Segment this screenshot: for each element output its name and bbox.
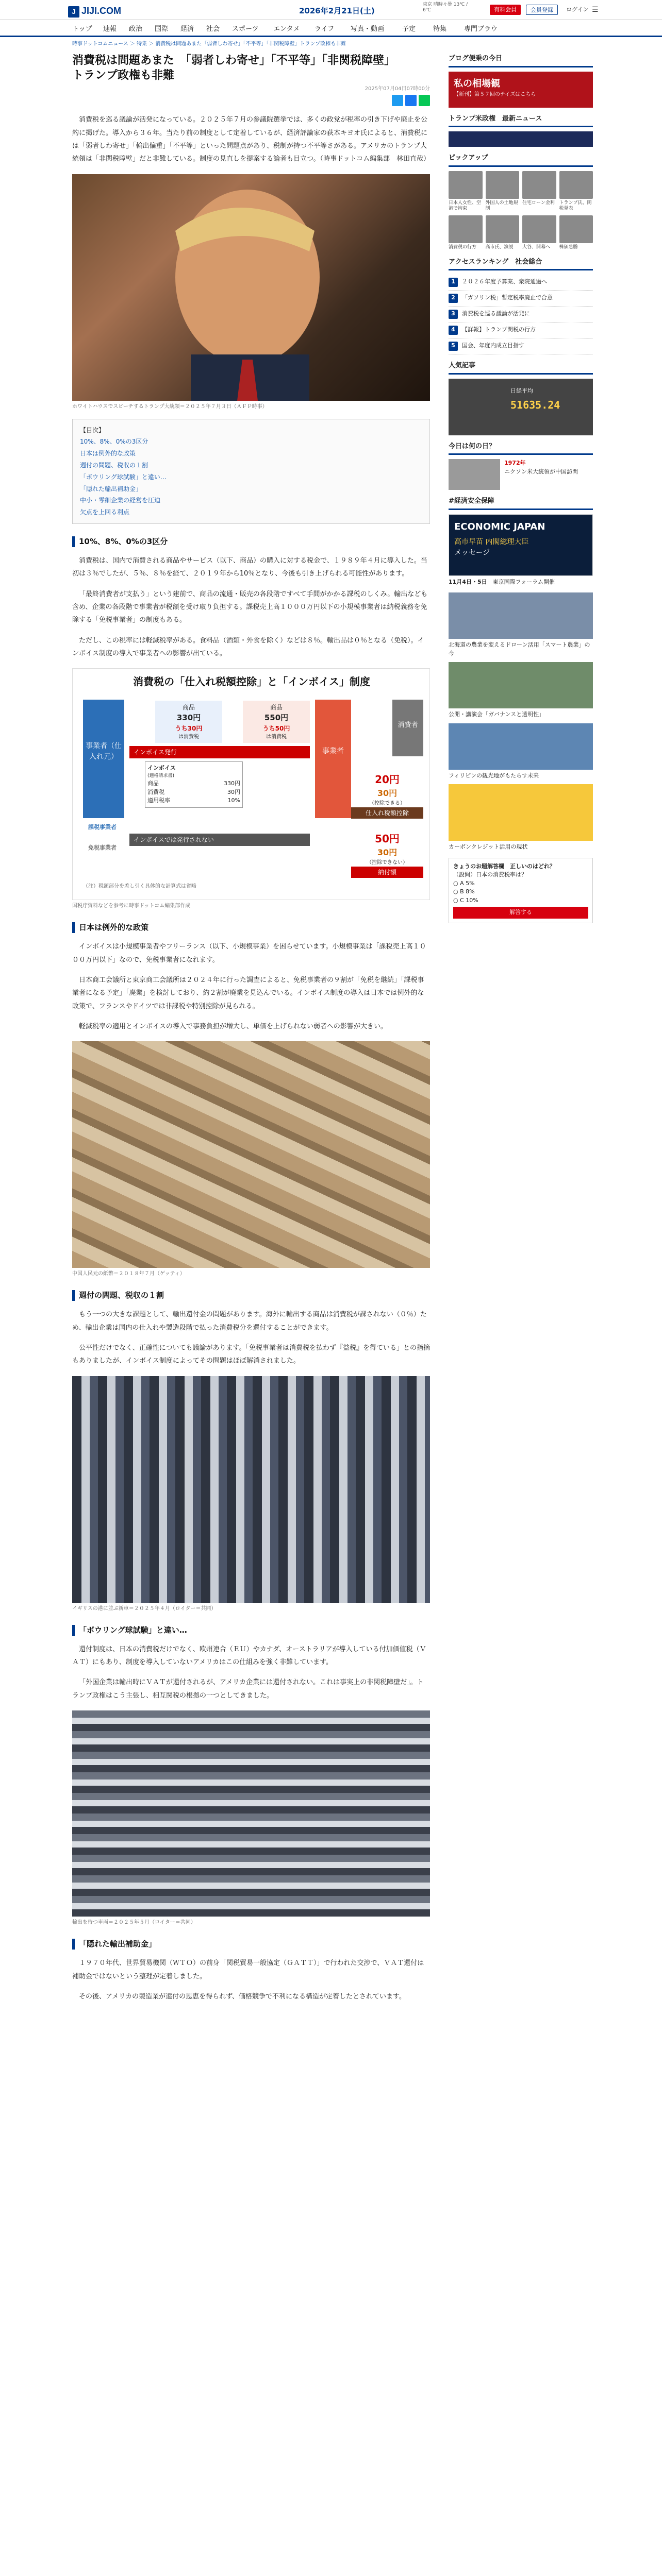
pickup-label: 日本人女性、空港で拘束 [449, 200, 482, 212]
pickup-label: 大谷、開幕へ [522, 244, 551, 250]
pickup-label: トランプ氏、関税発表 [559, 200, 592, 212]
trump-photo-art [72, 174, 430, 401]
goods-a-price: 330円 [176, 713, 201, 723]
promo-list [449, 592, 593, 852]
nav-item[interactable]: 社会 [206, 25, 220, 33]
nav-item[interactable]: 国際 [155, 25, 169, 33]
promo-text[interactable]: フィリピンの観光地がもたらす未来 [449, 772, 539, 779]
main-nav [0, 20, 662, 37]
section-paragraph: もう一つの大きな課題として、輸出還付金の問題があります。海外に輸出する商品は消費税が課されない（０％）ため、輸出企業は国内の仕入れや製造段階で払った消費税分を還付することができます。 [72, 1311, 427, 1332]
goods-b-tax-note: は消費税 [266, 734, 287, 740]
banner-sub: 【新刊】第５７回のテイズはこちら [454, 91, 536, 97]
diagram-invoice-no: インボイスでは発行されない [129, 834, 310, 846]
section-heading: 週付の問題、税収の１割 [72, 1290, 430, 1301]
photo-caption: 中国人民元の紙幣＝２０１８年７月（ゲッティ） [72, 1271, 185, 1277]
section-paragraph: 還付制度は、日本の消費税だけでなく、欧州連合（ＥＵ）やカナダ、オーストラリアが導入している付加価値税（ＶＡＴ）にもあり、制度を導入していないアメリカはこの仕組みを強く非難しています。 [72, 1645, 426, 1667]
section-paragraph: 「外国企業は輸出時にＶＡＴが還付されるが、アメリカ企業には還付されない。これは事実上の非関税障壁だ」。トランプ政権はこう主張し、相互関税の根拠の一つとしてきました。 [72, 1679, 424, 1700]
promo-text[interactable]: 公開・講演会「ガバナンスと透明性」 [449, 711, 545, 718]
pickup-grid [449, 171, 593, 251]
invoice-row-key: 適用税率 [147, 797, 170, 804]
ad-title: ECONOMIC JAPAN [454, 521, 545, 532]
weather-info: 東京 晴時々曇 13℃ / 6℃ [423, 2, 468, 13]
sidebar-blog-header [449, 54, 593, 67]
blog-title: ブログ便乗の今日 [449, 55, 503, 62]
goods-b-label: 商品 [270, 704, 283, 711]
section-heading: 10%、8%、0%の3区分 [72, 536, 430, 547]
invoice-header: インボイス [147, 765, 176, 772]
popular-title: 人気記事 [449, 362, 476, 370]
share-buttons [72, 95, 430, 106]
trump-news-header [449, 114, 593, 128]
section-paragraph: 公平性だけでなく、正確性についても議論があります。「免税事業者は消費税を払わず『益税』を得ている」との指摘もありましたが、インボイス制度によってその問題はほぼ解消されました。 [72, 1344, 430, 1365]
popular-header [449, 361, 593, 375]
trump-photo [72, 174, 430, 401]
section-paragraph: ただし、この税率には軽減税率がある。食料品（酒類・外食を除く）などは８％。輸出品は０％となる（免税）。インボイス制度の導入で事業者への影響が出ている。 [72, 636, 424, 657]
market-view-banner[interactable] [449, 72, 593, 108]
ad-date: 11月4日・5日 [449, 578, 487, 585]
current-date: 2026年2月21日(土) [299, 6, 375, 15]
result-credit: 30円 [377, 848, 398, 858]
promo-text[interactable]: 北海道の農業を変えるドローン活用「スマート農業」の今 [449, 641, 590, 657]
goods-b-tax: うち50円 [262, 724, 290, 732]
logo-mark-icon: J [68, 6, 79, 18]
diagram-taxable-label: 課税事業者 [88, 824, 117, 831]
site-logo[interactable]: J JIJI.COM [68, 4, 121, 18]
today-year: 1972年 [504, 460, 526, 467]
diagram-goods-a [155, 701, 222, 743]
promo-text[interactable]: カーボンクレジット活用の現状 [449, 843, 528, 851]
nav-item[interactable]: 特集 [433, 25, 447, 33]
ranking-item[interactable]: 1 ２０２６年度予算案、衆院通過へ [449, 275, 593, 291]
invoice-sub: (適格請求書) [147, 773, 175, 778]
diagram-seller: 事業者（仕入れ元） [83, 700, 124, 818]
nav-item[interactable]: 速報 [103, 25, 117, 33]
nav-item[interactable]: 政治 [129, 25, 143, 33]
diagram-invoice-yes: インボイス発行 [129, 746, 310, 758]
pickup-item[interactable] [522, 171, 556, 212]
diagram-consumer: 消費者 [392, 700, 423, 756]
diagram-result-no [351, 831, 423, 878]
x-share-icon[interactable] [392, 95, 403, 106]
invoice-diagram [72, 668, 430, 900]
section-paragraph: １９７０年代、世界貿易機関（ＷＴＯ）の前身「関税貿易一般協定（ＧＡＴＴ）」で行われた交渉で、ＶＡＴ還付は補助金ではないという整理が定着しました。 [72, 1959, 424, 1980]
special-title: #経済安全保障 [449, 497, 494, 505]
ad-sub: 高市早苗 内閣総理大臣 [454, 537, 529, 546]
nav-item[interactable]: スポーツ [232, 25, 259, 33]
goods-b-price: 550円 [264, 713, 289, 723]
quiz-submit-button[interactable]: 解答する [453, 907, 588, 919]
pickup-item[interactable] [559, 171, 593, 212]
pickup-label: 株価急騰 [559, 244, 578, 250]
section-heading: 「隠れた輸出補助金」 [72, 1939, 430, 1950]
pickup-item[interactable] [449, 215, 483, 251]
toc-title: 【目次】 [80, 426, 105, 434]
login-link[interactable]: ログイン [566, 6, 589, 13]
pickup-label: 外国人の土地規制 [485, 200, 518, 212]
article-main [72, 54, 430, 2003]
toc-item[interactable]: 日本は例外的な政策 [80, 450, 136, 457]
result-credit-note: （控除できる） [369, 801, 405, 807]
ranking-item[interactable]: 5 国会、年度内成立目指す [449, 338, 593, 354]
top-bar [0, 0, 662, 20]
toc-item[interactable]: 中小・零細企業の経営を圧迫 [80, 497, 161, 504]
toc-item[interactable]: 週付の問題、税収の１割 [80, 461, 148, 469]
section-heading: 日本は例外的な政策 [72, 922, 430, 933]
menu-icon[interactable]: ☰ [592, 6, 599, 14]
nav-item[interactable]: 予定 [402, 25, 416, 33]
result-credit: 30円 [377, 788, 398, 799]
nav-item[interactable]: トップ [72, 25, 92, 33]
ranking-text: ２０２６年度予算案、衆院通過へ [462, 278, 547, 285]
ranking-header [449, 257, 593, 271]
pickup-label: 住宅ローン金利 [522, 200, 555, 206]
ranking-text: 「ガソリン税」暫定税率廃止で合意 [462, 294, 553, 301]
ranking-item[interactable]: 3 消費税を巡る議論が活発に [449, 307, 593, 323]
goods-a-label: 商品 [182, 704, 195, 711]
quiz-option[interactable]: ○ C 10% [453, 896, 478, 904]
section-paragraph: 「最終消費者が支払う」という建前で、商品の流通・販売の各段階ですべて手間がかかる課税のしくみ。輸出なども含め、企業の各段階で事業者が税額を受け取り負担する。課税売上高１０００万円以下の小規模事業者は納税義務を免除する「免税事業者」の制度もある。 [72, 590, 428, 624]
section-heading: 「ボウリング球試験」と違い… [72, 1625, 430, 1636]
ad-venue: 東京国際フォーラム開催 [492, 578, 555, 585]
cars-port-photo [72, 1376, 430, 1603]
nav-item[interactable]: エンタメ [273, 25, 300, 33]
result-amount: 50円 [375, 833, 400, 845]
promo-image[interactable] [449, 592, 593, 639]
market-label: 日経平均 [510, 387, 533, 394]
breadcrumb[interactable]: 時事ドットコムニュース ＞ 特集 ＞ 消費税は問題あまた「弱者しわ寄せ」「不平等」「非関税障壁」トランプ政権も非難 [72, 41, 346, 47]
banknotes-photo [72, 1041, 430, 1268]
invoice-row-value: 30円 [227, 788, 240, 795]
premium-button[interactable]: 有料会員 [490, 5, 521, 15]
pickup-header [449, 153, 593, 167]
quiz-box [449, 858, 593, 923]
promo-image[interactable] [449, 662, 593, 708]
facebook-share-icon[interactable] [405, 95, 417, 106]
quiz-option[interactable]: ○ A 5% [453, 879, 475, 887]
diagram-credit: 国税庁資料などを参考に時事ドットコム編集部作成 [72, 903, 191, 909]
promo-image[interactable] [449, 784, 593, 841]
today-photo [449, 459, 500, 490]
toc-item[interactable]: 「ボウリング球試験」と違い… [80, 473, 167, 481]
article-lead: 消費税を巡る議論が活発になっている。２０２５年７月の参議院選挙では、多くの政党が税率の引き下げや廃止を公約に掲げた。導入から３６年。当たり前の制度として定着しているが、経済評論家の荻本キヨオ氏によると、消費税には「弱者しわ寄せ」「輸出偏重」「不平等」といった問題点があり、税制が持つ不平等さがある。アメリカのトランプ大統領は「非関税障壁」だと非難している。制度の見直しを提案する論者も目立つ。（時事ドットコム編集部 林田直哉） [72, 116, 430, 163]
quiz-option[interactable]: ○ B 8% [453, 888, 475, 895]
photo-caption: ホワイトハウスでスピーチするトランプ大統領＝２０２５年７月３日（ＡＦＰ時事） [72, 403, 268, 410]
goods-a-tax-note: は消費税 [178, 734, 199, 740]
pickup-item[interactable] [486, 171, 520, 212]
quiz-option-label: A 5% [460, 879, 475, 887]
ranking-text: 国会、年度内成立目指す [462, 342, 524, 349]
diagram-exempt-label: 免税事業者 [88, 844, 117, 852]
result-credit-label: 仕入れ税額控除 [351, 807, 423, 819]
invoice-row-value: 10% [227, 797, 240, 804]
article-date: 2025年07月04日07時00分 [365, 86, 430, 92]
trump-news-banner[interactable] [449, 131, 593, 147]
table-of-contents [72, 419, 430, 524]
invoice-row-key: 消費税 [147, 788, 164, 795]
result-payment-label: 納付額 [351, 867, 423, 878]
nav-item[interactable]: 経済 [180, 25, 194, 33]
result-amount: 20円 [375, 773, 400, 786]
ranking-text: 【詳報】トランプ関税の行方 [462, 326, 536, 333]
invoice-row-key: 商品 [147, 780, 159, 787]
nav-item[interactable]: 専門ブラウ [464, 25, 498, 33]
quiz-option-label: C 10% [460, 896, 478, 904]
section-paragraph: 軽減税率の適用とインボイスの導入で事務負担が増大し、単価を上げられない弱者への影響が大きい。 [79, 1023, 387, 1031]
pickup-item[interactable] [559, 215, 593, 251]
section-paragraph: 消費税は、国内で消費される商品やサービス（以下、商品）の購入に対する税金で、１９８９年４月に導入した。当初は３％でしたが、５％、８％を経て、２０１９年から10％となり、今後も引き上げられる可能性があります。 [72, 556, 427, 578]
toc-item[interactable]: 欠点を上回る利点 [80, 509, 130, 516]
quiz-question: （設問）日本の消費税率は？ [453, 871, 527, 878]
section-paragraph: その後、アメリカの製造業が還付の恩恵を得られず、価格競争で不利になる構造が定着したとされています。 [79, 1992, 406, 2001]
pickup-item[interactable] [486, 215, 520, 251]
invoice-row-value: 330円 [224, 780, 240, 787]
result-credit-note: （控除できない） [367, 860, 408, 866]
today-header [449, 442, 593, 455]
today-title: 今日は何の日？ [449, 442, 496, 450]
section-paragraph: インボイスは小規模事業者やフリーランス（以下、小規模事業）を困らせています。小規模事業は「課税売上高１０００万円以下」なので、免税事業者になれます。 [72, 943, 426, 964]
trump-news-title: トランプ米政権 最新ニュース [449, 114, 542, 123]
ranking-title: アクセスランキング 社会総合 [449, 258, 542, 266]
toc-item[interactable]: 10%、8%、0%の3区分 [80, 438, 148, 446]
pickup-label: 高市氏、演説 [485, 244, 514, 250]
ad-date-line [449, 578, 593, 587]
pickup-label: 消費税の行方 [449, 244, 477, 250]
goods-a-tax: うち30円 [175, 724, 203, 732]
economic-japan-ad[interactable] [449, 514, 593, 576]
today-item[interactable] [449, 459, 593, 490]
photo-caption: イギリスの港に並ぶ新車＝２０２５年４月（ロイター＝共同） [72, 1605, 217, 1612]
today-text: ニクソン米大統領が中国訪問 [504, 468, 578, 475]
section-paragraph: 日本商工会議所と東京商工会議所は２０２４年に行った調査によると、免税事業者の９割が「免税を継続」「課税事業者になる予定」「廃業」を検討しており、約２割が廃業を見込んでいる。インボイス制度の導入は日本では例外的な政策で、フランスやドイツでは非課税や特別控除が見られる。 [72, 976, 424, 1010]
diagram-result-yes [351, 772, 423, 819]
photo-caption: 輸出を待つ車両＝２０２５年５月（ロイター＝共同） [72, 1920, 196, 1926]
pickup-item[interactable] [449, 171, 483, 212]
ranking-text: 消費税を巡る議論が活発に [462, 310, 530, 317]
line-share-icon[interactable] [419, 95, 430, 106]
special-header [449, 496, 593, 510]
nav-item[interactable]: ライフ [315, 25, 335, 33]
ranking-item[interactable]: 2 「ガソリン税」暫定税率廃止で合意 [449, 291, 593, 307]
article-title: 消費税は問題あまた 「弱者しわ寄せ」「不平等」「非関税障壁」 トランプ政権も非難 [72, 54, 396, 82]
pickup-title: ピックアップ [449, 154, 488, 162]
diagram-title: 消費税の「仕入れ税額控除」と「インボイス」制度 [133, 675, 370, 688]
export-cars-photo [72, 1710, 430, 1917]
toc-item[interactable]: 「隠れた輸出補助金」 [80, 485, 142, 493]
market-photo[interactable] [449, 379, 593, 435]
sidebar [449, 54, 593, 923]
nav-item[interactable]: 写真・動画 [351, 25, 385, 33]
diagram-invoice-doc [145, 761, 243, 808]
market-value: 51635.24 [510, 398, 560, 411]
promo-image[interactable] [449, 723, 593, 770]
pickup-item[interactable] [522, 215, 556, 251]
ranking-item[interactable]: 4 【詳報】トランプ関税の行方 [449, 323, 593, 338]
ad-msg: メッセージ [454, 548, 490, 557]
register-button[interactable]: 会員登録 [526, 5, 558, 15]
quiz-title: きょうのお題解答欄 正しいのはどれ？ [453, 862, 555, 870]
diagram-goods-b [243, 701, 310, 743]
banner-title: 私の相場観 [454, 78, 500, 89]
diagram-buyer: 事業者 [315, 700, 351, 818]
diagram-note: （注）税額部分を差し引く具体的な計算式は省略 [83, 884, 196, 890]
quiz-option-label: B 8% [460, 888, 475, 895]
